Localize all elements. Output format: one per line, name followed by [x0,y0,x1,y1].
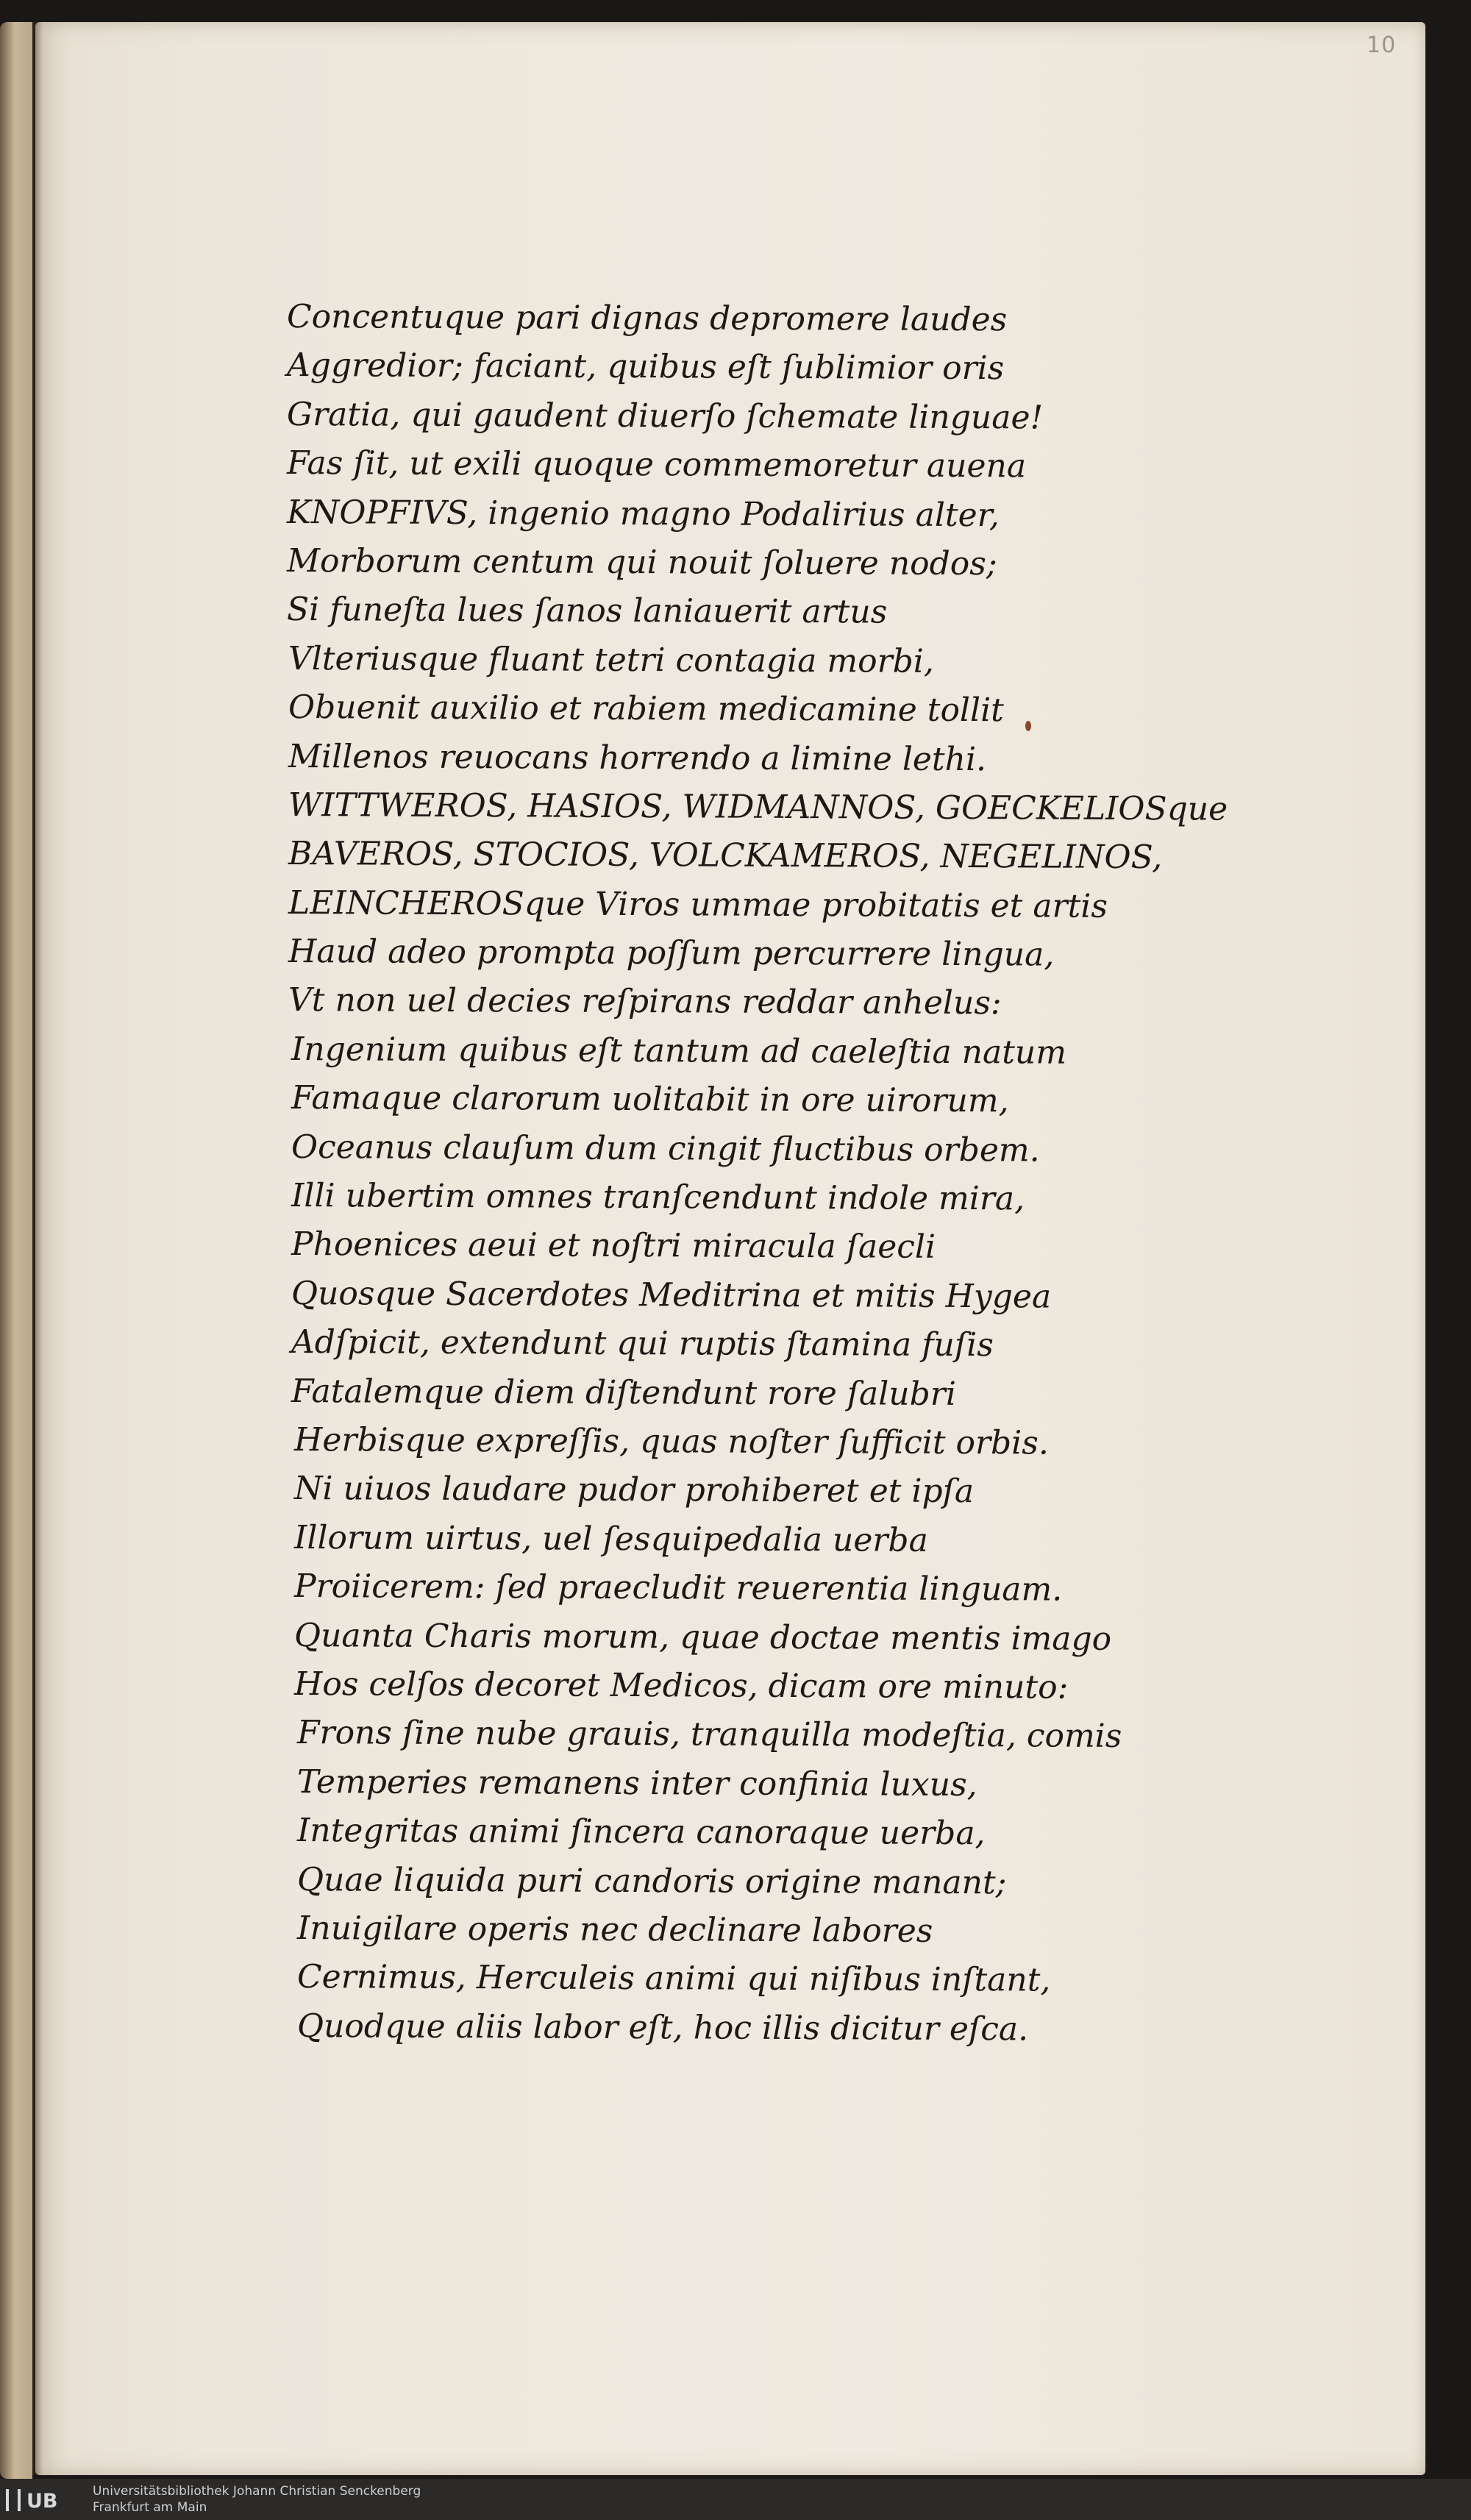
poem-line: Quae liquida puri candoris origine manant; [297,1860,1007,1901]
poem-line: Inuigilare operis nec declinare labores [297,1909,933,1950]
poem-text [287,293,1243,2055]
poem-line: Aggredior; faciant, quibus eſt ſublimior oris [287,346,1005,388]
poem-line: Quosque Sacerdotes Meditrina et mitis Hygea [291,1274,1052,1316]
poem-line: Millenos reuocans horrendo a limine lethi. [288,737,987,778]
poem-line: Herbisque expreſſis, quas noſter ſufficit orbis. [294,1421,1049,1462]
institution-name: Universitätsbibliothek Johann Christian Senckenberg [93,2484,421,2499]
poem-line: Haud adeo prompta poſſum percurrere lingua, [288,933,1055,974]
page-number: 10 [1367,32,1397,58]
poem-line: Frons ſine nube grauis, tranquilla modeſtia, comis [297,1714,1122,1756]
poem-line: Concentuque pari dignas depromere laudes [287,298,1008,339]
poem-line: Famaque clarorum uolitabit in ore uirorum, [291,1079,1009,1120]
poem-line: Adſpicit, extendunt qui ruptis ſtamina fuſis [291,1323,994,1364]
poem-line: Phoenices aeui et noſtri miracula ſaecli [291,1225,936,1267]
poem-line: Morborum centum qui nouit ſoluere nodos; [287,541,997,583]
poem-line: Cernimus, Herculeis animi qui niſibus inſtant, [297,1958,1051,1999]
poem-line: KNOPFIVS, ingenio magno Podalirius alter, [287,493,1000,534]
logo-mark-icon [6,2489,21,2511]
poem-line: LEINCHEROSque Viros ummae probitatis et artis [288,883,1108,925]
poem-line: Integritas animi ſincera canoraque uerba, [297,1812,986,1853]
footer-credit [93,2483,421,2516]
poem-line: WITTWEROS, HASIOS, WIDMANNOS, GOECKELIOSque [288,786,1228,828]
poem-line: Ingenium quibus eſt tantum ad caeleſtia natum [291,1030,1066,1072]
poem-line: Illi ubertim omnes tranſcendunt indole mira, [291,1177,1025,1218]
poem-line: Si funeſta lues ſanos laniauerit artus [287,591,888,631]
book-left-edge [0,22,32,2479]
poem-line: Gratia, qui gaudent diuerſo ſchemate linguae! [287,395,1044,437]
poem-line: BAVEROS, STOCIOS, VOLCKAMEROS, NEGELINOS, [288,835,1163,877]
gutter-shadow [32,22,43,2475]
poem-line: Oceanus clauſum dum cingit fluctibus orbem. [291,1128,1040,1170]
poem-line: Vt non uel decies reſpirans reddar anhelus: [288,981,1002,1022]
poem-line: Illorum uirtus, uel ſesquipedalia uerba [294,1518,928,1559]
poem-line: Vlteriusque fluant tetri contagia morbi, [288,639,934,680]
library-logo [6,2489,88,2514]
institution-location: Frankfurt am Main [93,2500,207,2515]
logo-text: UB [26,2490,58,2513]
library-footer [0,2479,1471,2520]
poem-line: Fatalemque diem diſtendunt rore ſalubri [291,1372,956,1413]
poem-line: Obuenit auxilio et rabiem medicamine tollit [288,688,1004,730]
poem-line: Temperies remanens inter confinia luxus, [297,1762,977,1804]
poem-line: Quodque aliis labor eſt, hoc illis dicitur eſca. [297,2007,1029,2049]
poem-line: Ni uiuos laudare pudor prohiberet et ipſa [294,1470,975,1511]
poem-line: Hos celſos decoret Medicos, dicam ore minuto: [294,1665,1069,1706]
poem-line: Quanta Charis morum, quae doctae mentis imago [294,1616,1112,1658]
poem-line: Proiicerem: ſed praecludit reuerentia linguam. [294,1567,1063,1609]
poem-line: Fas ſit, ut exili quoque commemoretur auena [287,444,1027,485]
